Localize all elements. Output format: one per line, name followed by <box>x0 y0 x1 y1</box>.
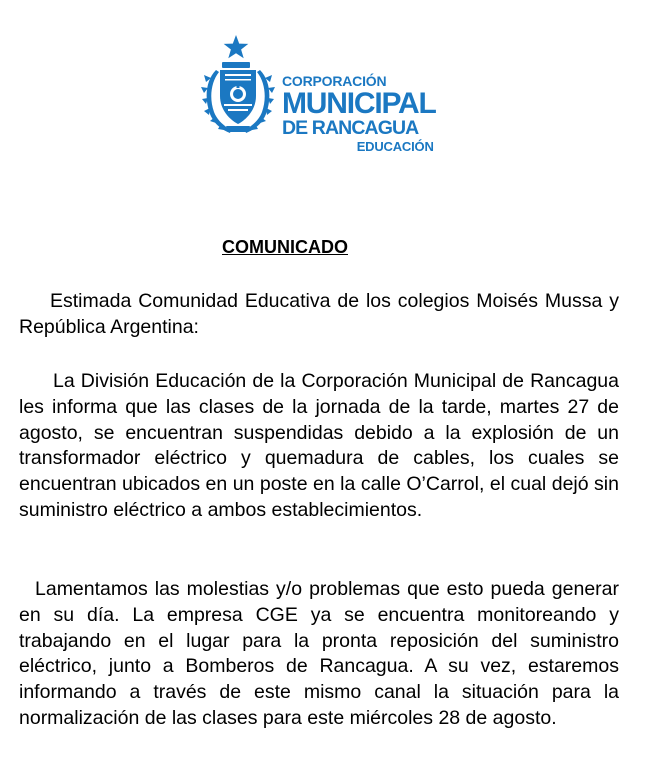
paragraph-greeting: Estimada Comunidad Educativa de los colegios Moisés Mussa y República Argentina: <box>19 290 619 338</box>
logo-line-educacion: EDUCACIÓN <box>356 138 434 154</box>
logo-line-corporacion: CORPORACIÓN <box>282 73 387 89</box>
logo-wordmark <box>282 74 436 153</box>
corporation-logo <box>200 34 450 156</box>
logo-line-rancagua: DE RANCAGUA <box>282 117 419 139</box>
document-title: COMUNICADO <box>222 237 348 257</box>
paragraph-announcement: La División Educación de la Corporación Municipal de Rancagua les informa que las clases de la jornada de la tarde, martes 27 de agosto, se encuentran suspendidas debido a la explosión de un transformador eléctrico y quemadura de cables, los cuales se encuentran ubicados en un poste en la calle O’Carrol, el cual dejó sin suministro eléctrico a ambos establecimientos. <box>19 370 619 521</box>
paragraph-apology: Lamentamos las molestias y/o problemas que esto pueda generar en su día. La empresa CGE ya se encuentra monitoreando y trabajando en el lugar para la pronta reposición del suministro eléctrico, junto a Bomberos de Rancagua. A su vez, estaremos informando a través de este mismo canal la situación para la normalización de las clases para este miércoles 28 de agosto. <box>19 578 619 729</box>
logo-line-municipal: MUNICIPAL <box>282 87 436 120</box>
coat-of-arms-icon <box>200 34 278 136</box>
